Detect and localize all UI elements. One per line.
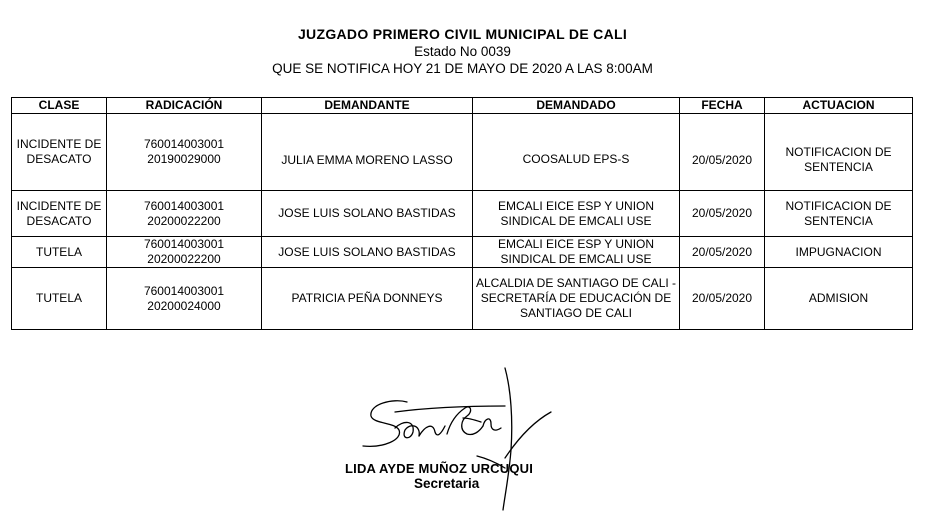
cell-clase: TUTELA	[12, 237, 107, 268]
signature-block	[0, 360, 925, 520]
cell-demandado: COOSALUD EPS-S	[473, 114, 680, 191]
cell-radicacion: 760014003001 20200022200	[107, 237, 262, 268]
column-header-actuacion: ACTUACION	[765, 98, 913, 114]
signer-role: Secretaria	[414, 476, 480, 491]
column-header-demandante: DEMANDANTE	[262, 98, 473, 114]
cell-demandante: JOSE LUIS SOLANO BASTIDAS	[262, 191, 473, 237]
cell-demandante: PATRICIA PEÑA DONNEYS	[262, 268, 473, 330]
signer-name: LIDA AYDE MUÑOZ URCUQUI	[345, 461, 534, 476]
court-name: JUZGADO PRIMERO CIVIL MUNICIPAL DE CALI	[297, 26, 628, 42]
cell-actuacion: NOTIFICACION DE SENTENCIA	[765, 191, 913, 237]
column-header-clase: CLASE	[12, 98, 107, 114]
table-row	[12, 191, 913, 237]
handwritten-signature	[355, 360, 585, 520]
cell-demandante: JULIA EMMA MORENO LASSO	[262, 114, 473, 191]
column-header-radicacion: RADICACIÓN	[107, 98, 262, 114]
cell-actuacion: ADMISION	[765, 268, 913, 330]
cell-demandante: JOSE LUIS SOLANO BASTIDAS	[262, 237, 473, 268]
cell-radicacion: 760014003001 20200022200	[107, 191, 262, 237]
cell-radicacion: 760014003001 20200024000	[107, 268, 262, 330]
cell-demandado: ALCALDIA DE SANTIAGO DE CALI - SECRETARÍA DE EDUCACIÓN DE SANTIAGO DE CALI	[473, 268, 680, 330]
table-row	[12, 268, 913, 330]
estado-number: Estado No 0039	[414, 44, 511, 59]
notification-notice: QUE SE NOTIFICA HOY 21 DE MAYO DE 2020 A LAS 8:00AM	[272, 61, 653, 76]
column-header-demandado: DEMANDADO	[473, 98, 680, 114]
table-row	[12, 114, 913, 191]
cell-clase: TUTELA	[12, 268, 107, 330]
cell-radicacion: 760014003001 20190029000	[107, 114, 262, 191]
cell-fecha: 20/05/2020	[680, 237, 765, 268]
cell-actuacion: NOTIFICACION DE SENTENCIA	[765, 114, 913, 191]
cell-demandado: EMCALI EICE ESP Y UNION SINDICAL DE EMCALI USE	[473, 191, 680, 237]
column-header-fecha: FECHA	[680, 98, 765, 114]
estados-table	[11, 97, 913, 330]
cell-demandado: EMCALI EICE ESP Y UNION SINDICAL DE EMCALI USE	[473, 237, 680, 268]
cell-fecha: 20/05/2020	[680, 114, 765, 191]
cell-fecha: 20/05/2020	[680, 191, 765, 237]
table-header-row	[12, 98, 913, 114]
cell-actuacion: IMPUGNACION	[765, 237, 913, 268]
cell-clase: INCIDENTE DE DESACATO	[12, 191, 107, 237]
table-row	[12, 237, 913, 268]
cell-fecha: 20/05/2020	[680, 268, 765, 330]
document-header	[0, 26, 925, 77]
cell-clase: INCIDENTE DE DESACATO	[12, 114, 107, 191]
